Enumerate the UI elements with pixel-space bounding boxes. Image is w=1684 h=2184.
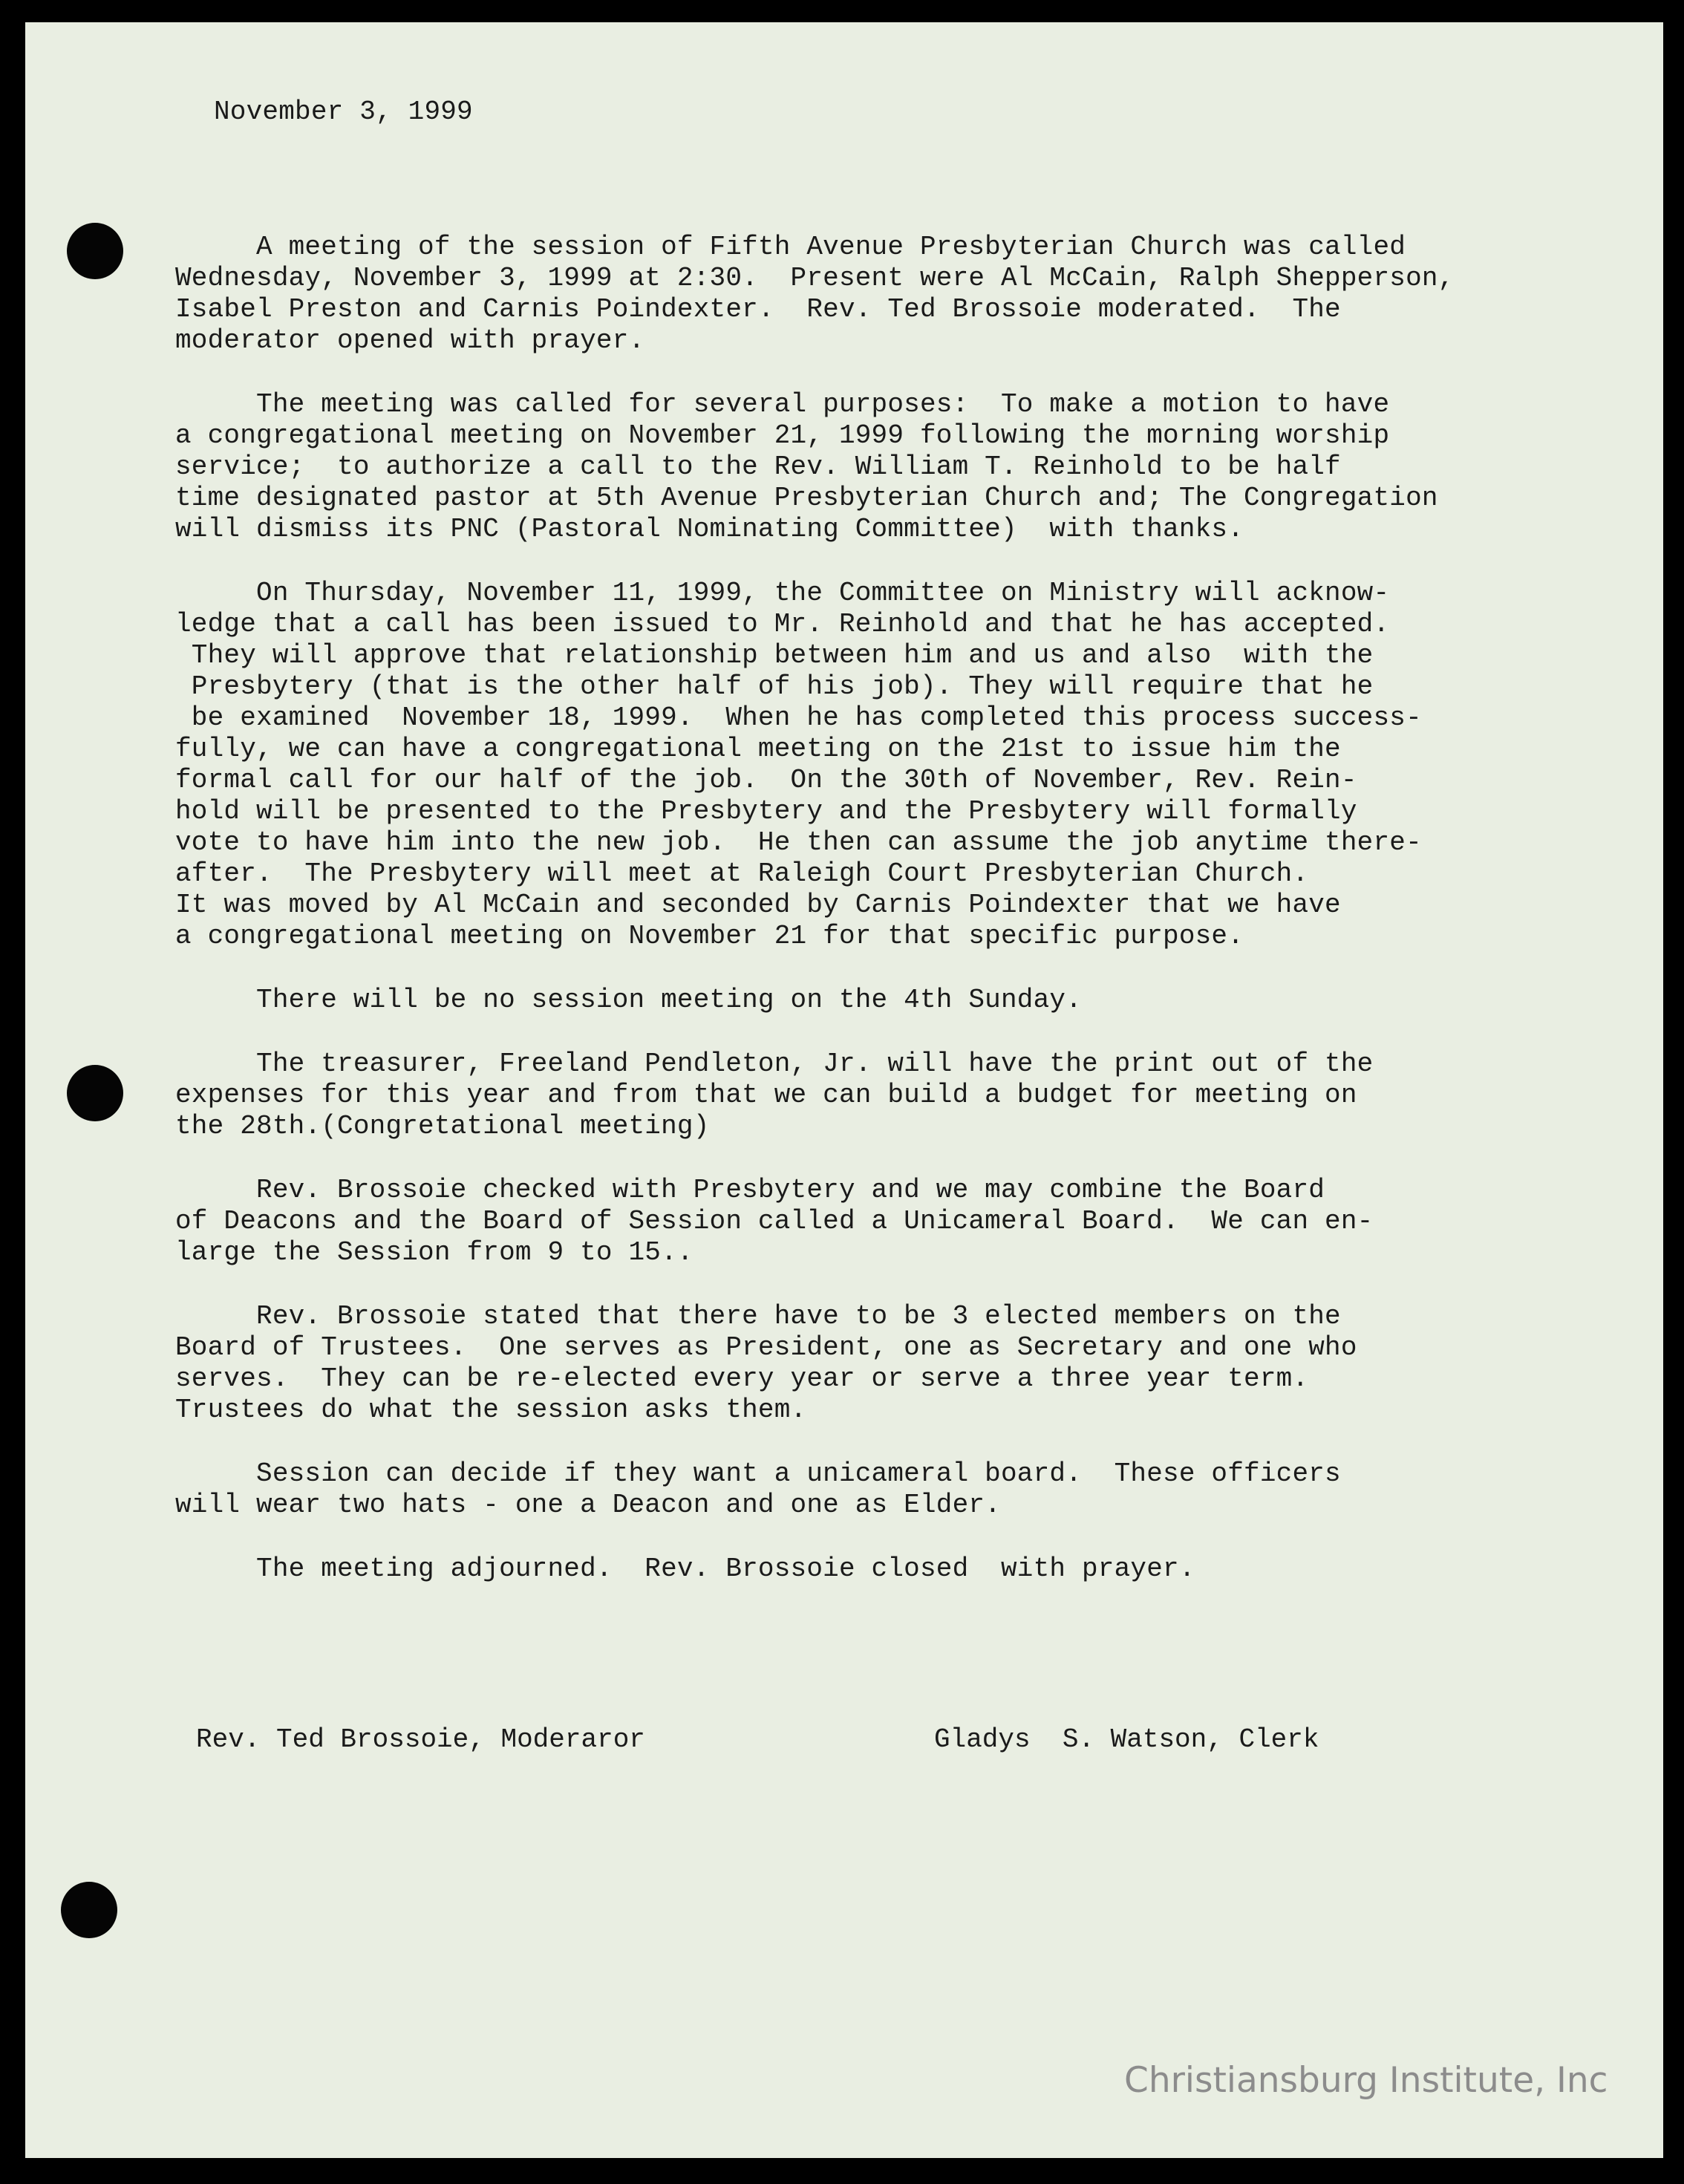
paragraph-line: hold will be presented to the Presbytery and the Presbytery will formally xyxy=(175,796,1357,827)
paragraph-line: will dismiss its PNC (Pastoral Nominating Committee) with thanks. xyxy=(175,514,1244,544)
paragraph-session-decision xyxy=(175,1458,1482,1521)
paragraph-line: Rev. Brossoie checked with Presbytery and we may combine the Board xyxy=(175,1175,1325,1205)
binder-hole-top xyxy=(67,223,123,279)
paragraph-committee-on-ministry xyxy=(175,578,1482,952)
paragraph-line: vote to have him into the new job. He then can assume the job anytime there- xyxy=(175,827,1422,858)
paragraph-purposes xyxy=(175,389,1482,545)
binder-hole-middle xyxy=(67,1065,123,1121)
binder-hole-bottom xyxy=(61,1882,117,1938)
paragraph-line: Wednesday, November 3, 1999 at 2:30. Present were Al McCain, Ralph Shepperson, xyxy=(175,263,1455,293)
paragraph-line: will wear two hats - one a Deacon and one as Elder. xyxy=(175,1490,1001,1520)
letter-date: November 3, 1999 xyxy=(214,97,473,127)
paragraph-line: Isabel Preston and Carnis Poindexter. Rev. Ted Brossoie moderated. The xyxy=(175,294,1341,325)
paragraph-line: On Thursday, November 11, 1999, the Committee on Ministry will acknow- xyxy=(175,578,1390,608)
paragraph-line: service; to authorize a call to the Rev. William T. Reinhold to be half xyxy=(175,452,1341,482)
paragraph-line: time designated pastor at 5th Avenue Presbyterian Church and; The Congregation xyxy=(175,483,1438,513)
paragraph-adjourned xyxy=(175,1554,1482,1585)
paragraph-line: moderator opened with prayer. xyxy=(175,325,645,356)
paragraph-treasurer xyxy=(175,1049,1482,1142)
watermark-text: Christiansburg Institute, Inc xyxy=(1124,2060,1608,2101)
paragraph-line: Rev. Brossoie stated that there have to be 3 elected members on the xyxy=(175,1301,1341,1331)
paragraph-line: Session can decide if they want a unicameral board. These officers xyxy=(175,1458,1341,1489)
paragraph-line: expenses for this year and from that we can build a budget for meeting on xyxy=(175,1080,1357,1110)
paragraph-line: Trustees do what the session asks them. xyxy=(175,1395,807,1425)
paragraph-line: be examined November 18, 1999. When he has completed this process success- xyxy=(175,703,1422,733)
paragraph-line: fully, we can have a congregational meeting on the 21st to issue him the xyxy=(175,734,1341,764)
paragraph-line: A meeting of the session of Fifth Avenue Presbyterian Church was called xyxy=(175,232,1406,262)
paragraph-line: serves. They can be re-elected every year or serve a three year term. xyxy=(175,1363,1309,1394)
paragraph-line: Board of Trustees. One serves as President, one as Secretary and one who xyxy=(175,1332,1357,1363)
paragraph-line: a congregational meeting on November 21, 1999 following the morning worship xyxy=(175,420,1390,451)
paragraph-meeting-called xyxy=(175,232,1482,356)
paragraph-line: The meeting adjourned. Rev. Brossoie closed with prayer. xyxy=(175,1554,1195,1584)
paragraph-line: It was moved by Al McCain and seconded by Carnis Poindexter that we have xyxy=(175,890,1341,920)
paragraph-line: after. The Presbytery will meet at Raleigh Court Presbyterian Church. xyxy=(175,858,1309,889)
paragraph-line: The meeting was called for several purposes: To make a motion to have xyxy=(175,389,1390,420)
paragraph-line: formal call for our half of the job. On the 30th of November, Rev. Rein- xyxy=(175,765,1357,795)
paragraph-line: The treasurer, Freeland Pendleton, Jr. will have the print out of the xyxy=(175,1049,1374,1079)
paragraph-line: There will be no session meeting on the 4th Sunday. xyxy=(175,985,1082,1015)
paragraph-unicameral-board xyxy=(175,1175,1482,1268)
letter-body xyxy=(175,97,1482,1617)
paragraph-no-session-meeting xyxy=(175,985,1482,1016)
paragraph-line: ledge that a call has been issued to Mr. Reinhold and that he has accepted. xyxy=(175,609,1390,639)
clerk-signature: Gladys S. Watson, Clerk xyxy=(934,1724,1319,1755)
paragraph-line: of Deacons and the Board of Session called a Unicameral Board. We can en- xyxy=(175,1206,1374,1236)
paragraph-line: large the Session from 9 to 15.. xyxy=(175,1237,693,1268)
paragraph-line: They will approve that relationship between him and us and also with the xyxy=(175,640,1374,671)
paragraph-line: a congregational meeting on November 21 for that specific purpose. xyxy=(175,921,1244,951)
moderator-signature: Rev. Ted Brossoie, Moderaror xyxy=(196,1724,645,1755)
paragraph-board-of-trustees xyxy=(175,1301,1482,1426)
paragraph-line: Presbytery (that is the other half of his job). They will require that he xyxy=(175,671,1374,702)
paragraph-line: the 28th.(Congretational meeting) xyxy=(175,1111,710,1141)
